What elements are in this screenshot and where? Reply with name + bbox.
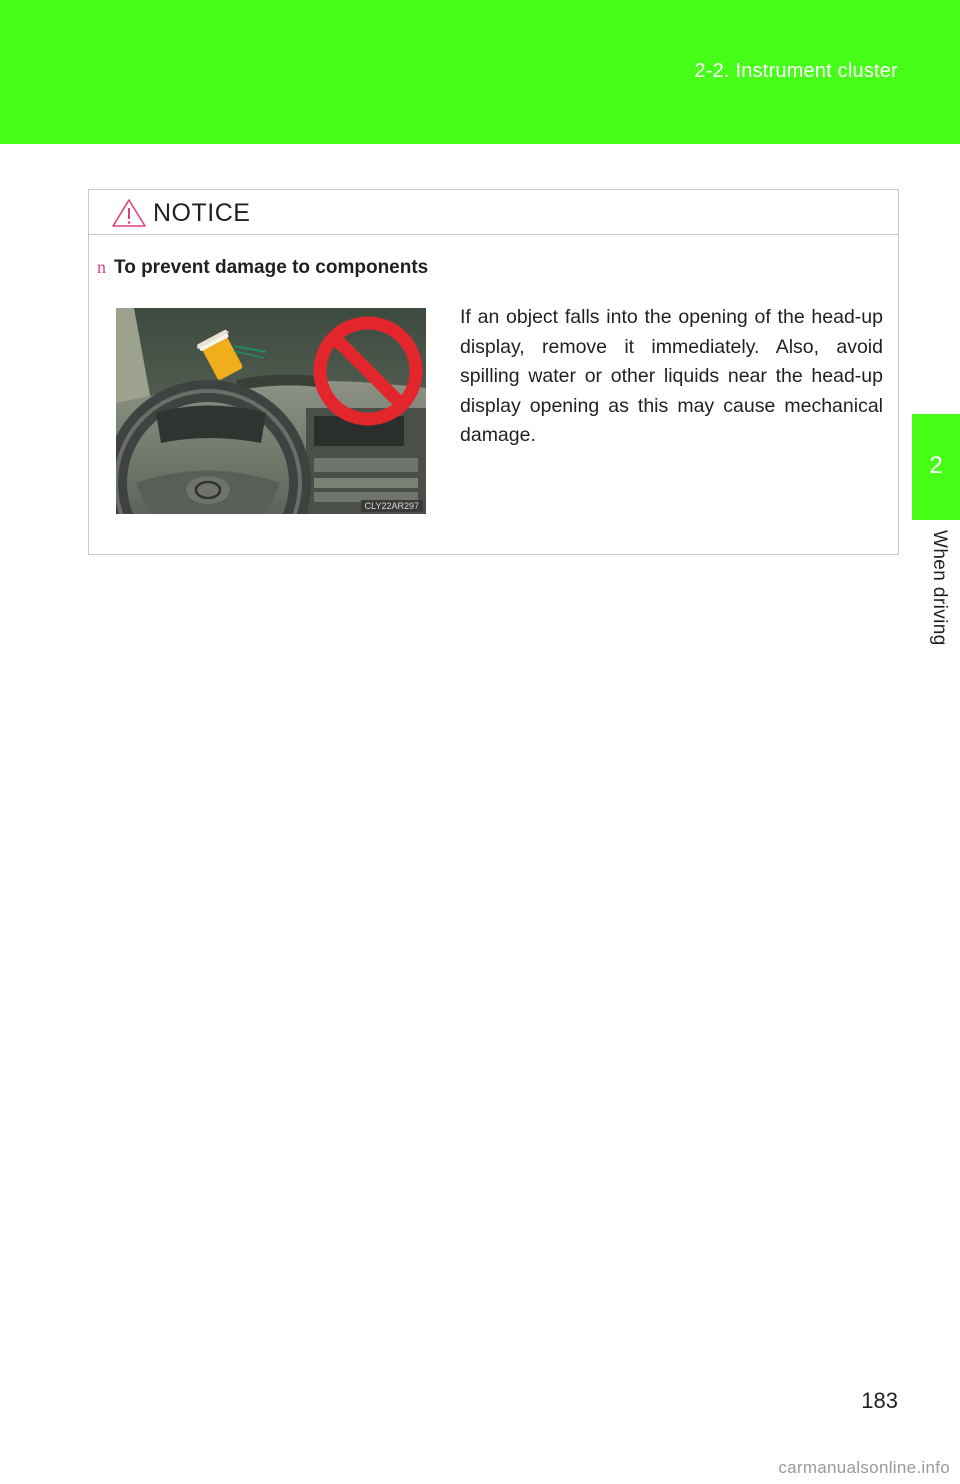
chapter-number: 2 — [929, 452, 943, 479]
hud-opening-illustration — [116, 308, 426, 514]
header-band — [0, 0, 960, 144]
notice-subheading: To prevent damage to components — [114, 257, 429, 278]
dashboard-illustration — [116, 308, 426, 514]
bullet-icon: n — [97, 257, 106, 277]
section-title: 2-2. Instrument cluster — [694, 60, 898, 82]
warning-triangle-icon — [111, 198, 147, 228]
chapter-label: When driving — [929, 530, 950, 646]
notice-box — [88, 189, 899, 555]
notice-title: NOTICE — [153, 199, 251, 227]
notice-body-text: If an object falls into the opening of the head-up display, remove it immediately. Also, avoid spilling water or other liquids near the head-up display opening as this may cause mechanical damage. — [460, 306, 883, 446]
notice-subheading-row — [97, 257, 428, 279]
watermark-text: carmanualsonline.info — [778, 1458, 950, 1477]
figure-code: CLY22AR297 — [361, 500, 423, 512]
notice-header — [89, 190, 898, 235]
page-number: 183 — [861, 1388, 898, 1413]
chapter-tab — [912, 414, 960, 520]
